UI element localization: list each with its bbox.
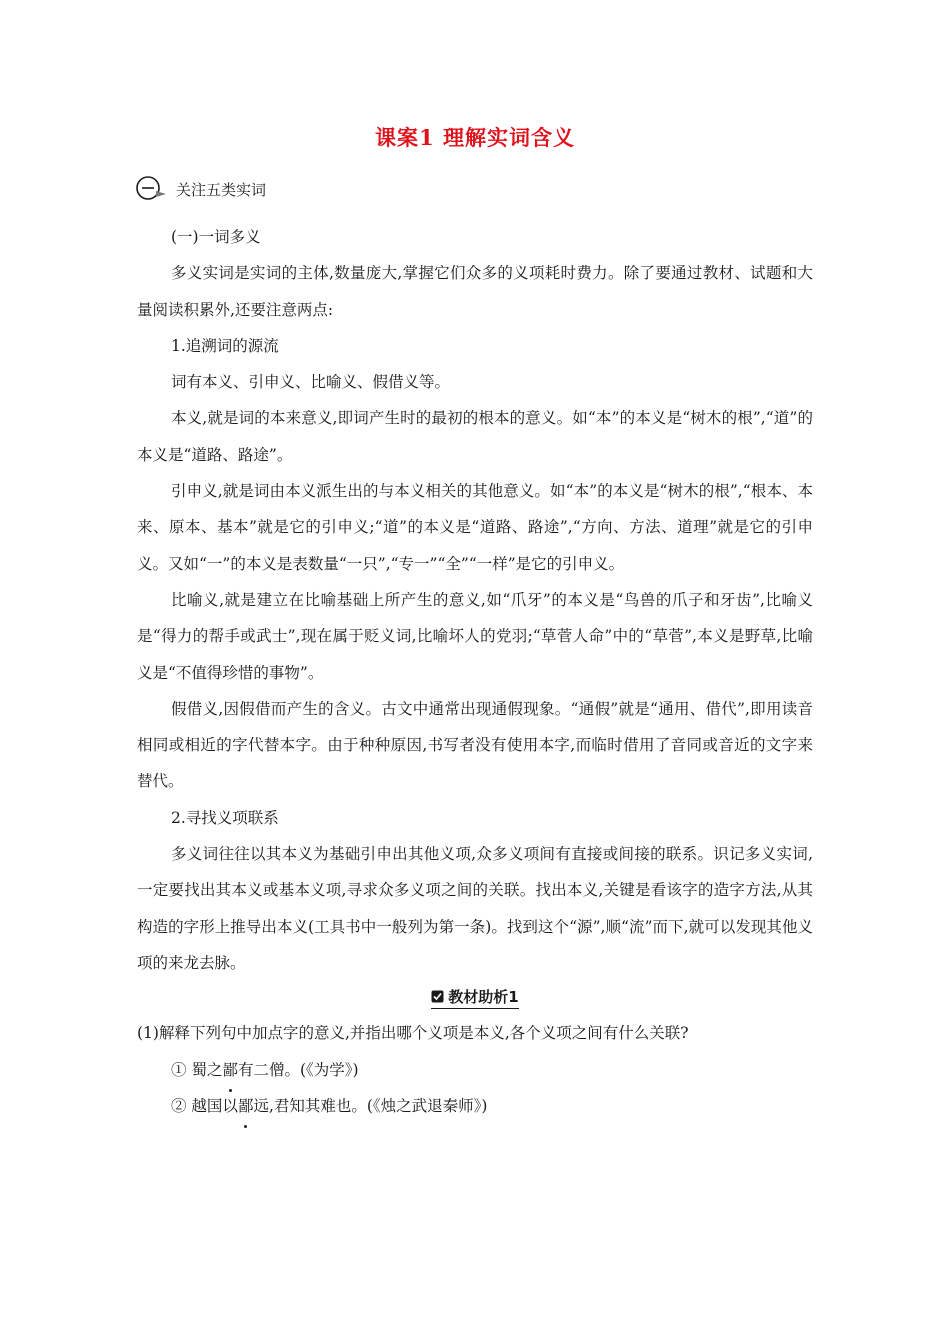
example-text-after: 远,君知其难也。(《烛之武退秦师》) bbox=[253, 1096, 488, 1115]
paragraph-biyu: 比喻义,就是建立在比喻基础上所产生的意义,如“爪牙”的本义是“鸟兽的爪子和牙齿”,比喻义是“得力的帮手或武士”,现在属于贬义词,比喻坏人的党羽;“草菅人命”中的“草菅”,本义是野草,比喻义是“不值得珍惜的事物”。 bbox=[137, 590, 813, 682]
paragraph-jiajie: 假借义,因假借而产生的含义。古文中通常出现通假现象。“通假”就是“通用、借代”,即用读音相同或相近的字代替本字。由于种种原因,书写者没有使用本字,而临时借用了音同或音近的文字来替代。 bbox=[137, 699, 813, 791]
main-content bbox=[137, 219, 813, 1124]
example-item-1 bbox=[137, 1052, 813, 1088]
paragraph-benyi: 本义,就是词的本来意义,即词产生时的最初的根本的意义。如“本”的本义是“树木的根”,“道”的本义是“道路、路途”。 bbox=[137, 409, 813, 464]
section-heading bbox=[134, 174, 266, 204]
dotted-character: 鄙 bbox=[222, 1052, 238, 1088]
example-item-2 bbox=[137, 1088, 813, 1124]
textbook-aid-heading bbox=[137, 981, 813, 1015]
example-text-before: ② 越国以 bbox=[171, 1096, 238, 1115]
page-title: 课案1 理解实词含义 bbox=[375, 125, 575, 150]
paragraph-lianxi: 多义词往往以其本义为基础引申出其他义项,众多义项间有直接或间接的联系。识记多义实词,一定要找出其本义或基本义项,寻求众多义项之间的关联。找出本义,关键是看该字的造字方法,从其构造的字形上推导出本义(工具书中一般列为第一条)。找到这个“源”,顺“流”而下,就可以发现其他义项的来龙去脉。 bbox=[137, 845, 813, 972]
paragraph-types: 词有本义、引申义、比喻义、假借义等。 bbox=[171, 373, 451, 392]
circled-one-arrow-icon bbox=[134, 174, 168, 204]
section-label: 关注五类实词 bbox=[176, 180, 267, 199]
subsection-heading: (一)一词多义 bbox=[171, 228, 261, 246]
point-heading-2: 2.寻找义项联系 bbox=[171, 808, 279, 827]
dotted-character: 鄙 bbox=[238, 1088, 254, 1124]
checkbox-icon bbox=[431, 990, 444, 1003]
paragraph-yinshen: 引申义,就是词由本义派生出的与本义相关的其他意义。如“本”的本义是“树木的根”,“根本、本来、原本、基本”就是它的引申义;“道”的本义是“道路、路途”,“方向、方法、道理”就是它的引申义。又如“一”的本义是表数量“一只”,“专一”“全”“一样”是它的引申义。 bbox=[137, 482, 813, 573]
paragraph-intro: 多义实词是实词的主体,数量庞大,掌握它们众多的义项耗时费力。除了要通过教材、试题和大量阅读积累外,还要注意两点: bbox=[137, 264, 813, 319]
question-text: (1)解释下列句中加点字的意义,并指出哪个义项是本义,各个义项之间有什么关联? bbox=[137, 1024, 689, 1043]
example-text-after: 有二僧。(《为学》) bbox=[237, 1060, 359, 1079]
example-text-before: ① 蜀之 bbox=[171, 1060, 223, 1079]
point-heading-1: 1.追溯词的源流 bbox=[171, 336, 279, 355]
textbook-aid-label: 教材助析1 bbox=[448, 987, 519, 1006]
